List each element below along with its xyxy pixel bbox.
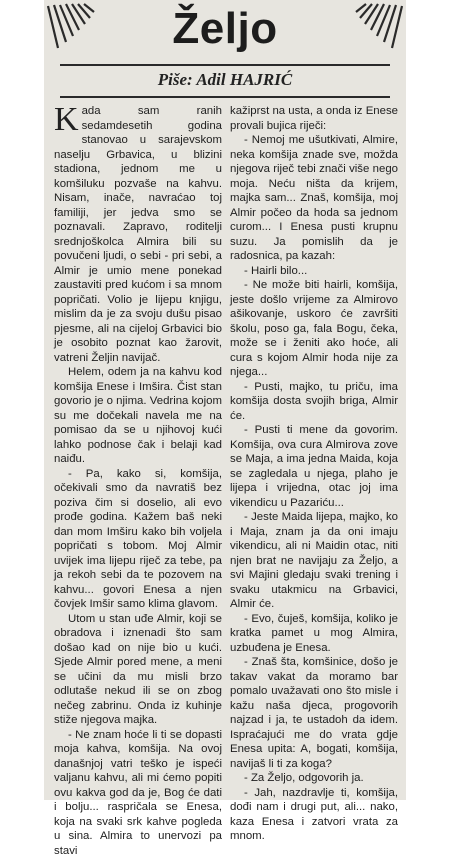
paragraph: - Evo, čuješ, komšija, koliko je kratka pamet u mog Almira, uzbuđena je Enesa. — [230, 612, 398, 656]
paragraph: - Jah, nazdravlje ti, komšija, dođi nam i drugi put, ali... nako, kaza Enesa i zatvori vrata za mnom. — [230, 786, 398, 844]
paragraph: - Pusti, majko, tu priču, ima komšija dosta svojih briga, Almir će. — [230, 380, 398, 424]
paragraph: - Ne može biti hairli, komšija, jeste došlo vrijeme za Almirovo ašikovanje, uskoro će završiti školu, poso ga, fala Bogu, čeka, može se i ženiti ako hoće, ali cura s kojom Almir hoda nije za njega... — [230, 278, 398, 380]
paragraph: Utom u stan uđe Almir, koji se obradova i iznenadi što sam došao kad on nije bio u kući. Sjede Almir pored mene, a meni se učini da mu misli brzo odlutaše nekud ili se on zbog nečeg zabrinu. Onda iz kuhinje stiže njegova majka. — [54, 612, 222, 728]
paragraph: kažiprst na usta, a onda iz Enese provali bujica riječi: — [230, 104, 398, 133]
paragraph-opening — [54, 104, 222, 365]
newspaper-page — [44, 0, 406, 800]
article-title: Željo — [44, 0, 406, 58]
paragraph: Helem, odem ja na kahvu kod komšija Enese i Imšira. Čist stan govorio je o njima. Vedrina kojom su me dočekali navela me na pomisao da se u njihovoj kući lahko podnose čak i belaji kad naiđu. — [54, 365, 222, 467]
paragraph: - Pa, kako si, komšija, očekivali smo da navratiš bez poziva čim si doselio, ali evo prođe godina. Kažem baš neki dan mom Imširu kako bih voljela popričati s tobom. Moj Almir uvijek ima lijepu riječ za tebe, pa ja rekoh sebi da te pozovem na kahvu... govori Enesa a njen čovjek Imšir samo klima glavom. — [54, 467, 222, 612]
drop-cap: K — [54, 104, 82, 134]
paragraph-opening-rest: ada sam ranih sedamdesetih godina stanovao u sarajevskom naselju Grbavica, u blizini stadiona, jednom me u komšiluku pozvaše na kahvu. Nisam, inače, navraćao toj familiji, jer jedva smo se poznavali. Zapravo, roditelji srednjoškolca Almira bili su povučeni ljudi, o sebi - pri sebi, a Almir je umio mene ponekad zaustaviti pred kućom i sa mnom popričati. Volio je lijepu knjigu, mislim da je za svoju dušu pisao pjesme, ali na cijeloj Grbavici bio je osobito poznat kao žarovit, vatreni Željin navijač. — [54, 105, 222, 364]
byline-rule — [60, 96, 390, 98]
paragraph: - Nemoj me ušutkivati, Almire, neka komšija znade sve, možda njegova riječ tebi znači više nego moja. Neću ništa da krijem, majka sam... Znaš, komšija, moj Almir počeo da hoda sa jednom curom... I Enesa pusti krupnu suzu. Ja pomislih da je radosnica, pa kazah: — [230, 133, 398, 264]
paragraph: - Jeste Maida lijepa, majko, ko i Maja, znam ja da oni imaju vikendicu, ali ni Maidin otac, niti njen brat ne navijaju za Željo, a svi Majini gledaju svaki trening i svaku utakmicu na Grbavici, Almir će. — [230, 510, 398, 612]
paragraph: - Ne znam hoće li ti se dopasti moja kahva, komšija. Na ovoj današnjoj vatri teško je ispeći valjanu kahvu, ali mi ćemo popiti ovu kakva god da je, Bog će dati i bolju... raspričala se Enesa, koja na svaki srk kahve pogleda u sina. Almira to unervozi pa stavi — [54, 728, 222, 858]
title-rule — [60, 64, 390, 66]
paragraph: - Za Željo, odgovorih ja. — [230, 771, 398, 786]
paragraph: - Pusti ti mene da govorim. Komšija, ova cura Almirova zove se Maja, a ima jedna Maida, koja se zagledala u njega, plaho je lijepa i vrijedna, otac joj ima vikendicu u Pazariću... — [230, 423, 398, 510]
article-body — [54, 104, 398, 794]
article-byline: Piše: Adil HAJRIĆ — [44, 70, 406, 90]
column-right — [230, 104, 398, 794]
paragraph: - Znaš šta, komšinice, došo je takav vakat da moramo bar pomalo uvažavati ono što misle i kažu naša djeca, progovorih najzad i ja, te ustadoh da idem. Ispraćajući me do vrata gdje Enesa upita: A, bogati, komšija, navijaš li ti za koga? — [230, 655, 398, 771]
paragraph: - Hairli bilo... — [230, 264, 398, 279]
column-left — [54, 104, 222, 794]
